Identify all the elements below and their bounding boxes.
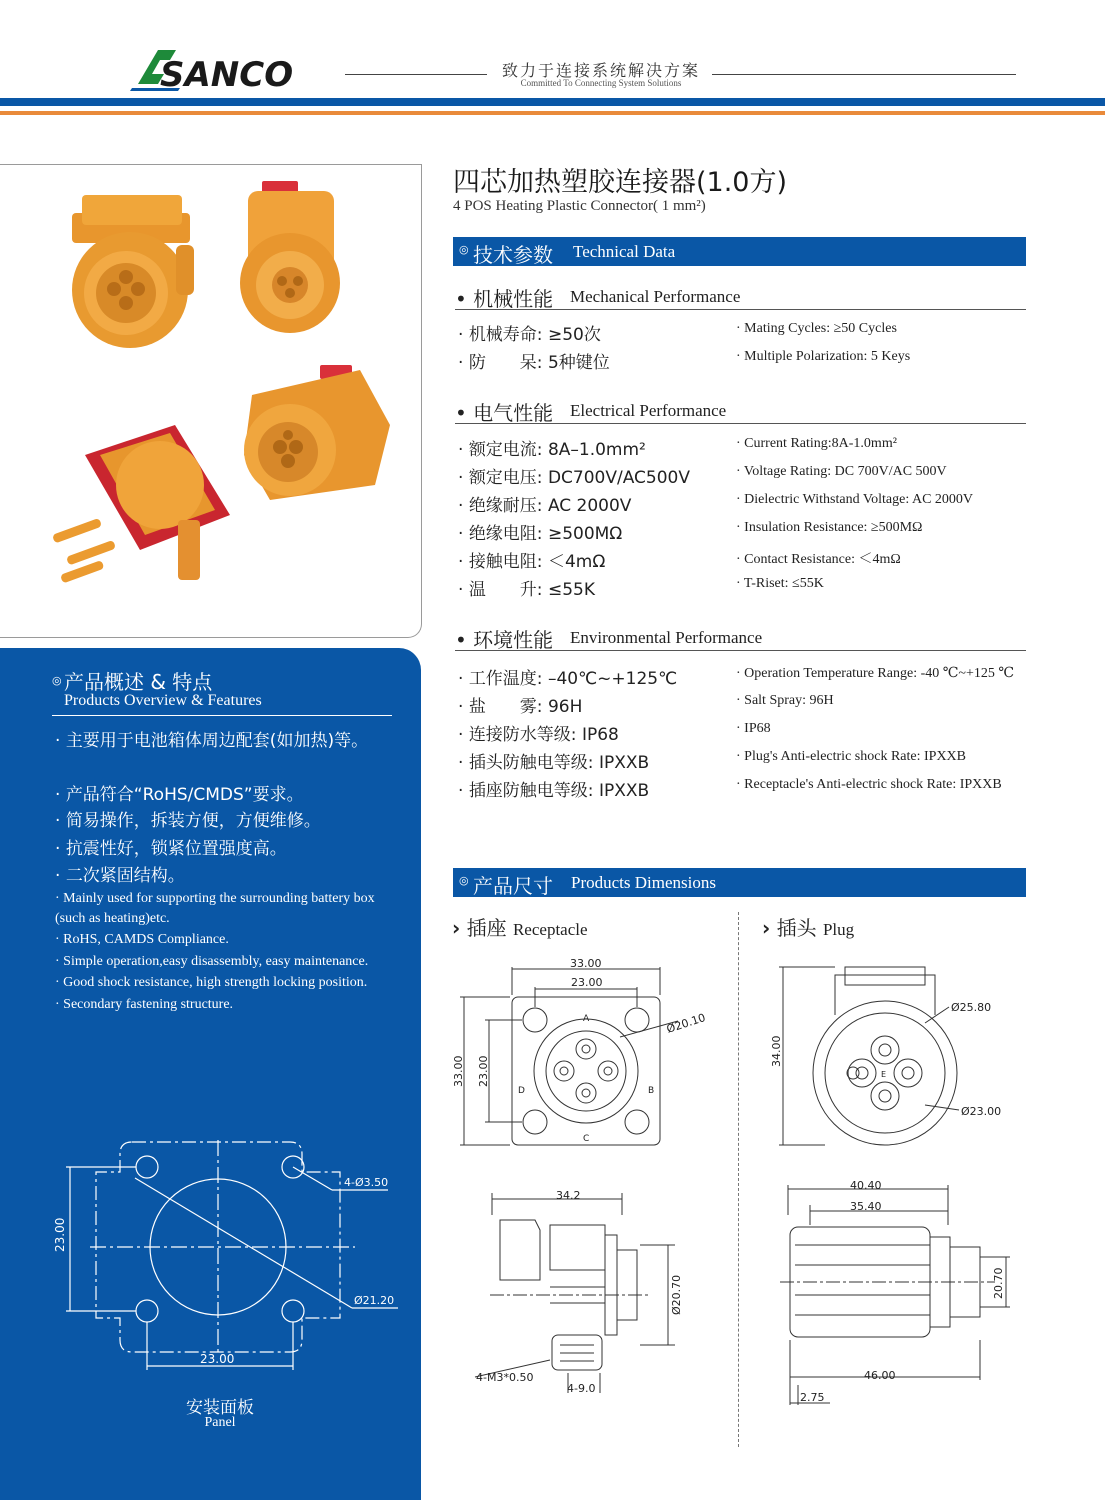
feature-zh-2: · 产品符合“RoHS/CMDS”要求。 bbox=[55, 785, 304, 805]
elec-row-en-4: · Insulation Resistance: ≥500MΩ bbox=[736, 520, 923, 535]
sanco-logo bbox=[130, 44, 305, 92]
env-row-zh-1: · 工作温度: –40℃~+125℃ bbox=[458, 669, 678, 689]
rec-front-h2: 23.00 bbox=[477, 1055, 490, 1087]
elec-row-zh-4: · 绝缘电阻: ≥500MΩ bbox=[458, 524, 623, 544]
technical-data-zh: 技术参数 bbox=[473, 243, 553, 267]
plug-side-w4: 2.75 bbox=[800, 1391, 825, 1404]
product-title-zh: 四芯加热塑胶连接器(1.0方) bbox=[453, 167, 788, 198]
plug-side-w2: 35.40 bbox=[850, 1200, 882, 1213]
elec-row-zh-2: · 额定电压: DC700V/AC500V bbox=[458, 468, 690, 488]
mech-row-en-2: · Multiple Polarization: 5 Keys bbox=[736, 349, 911, 364]
elec-row-en-3: · Dielectric Withstand Voltage: AC 2000V bbox=[736, 492, 974, 507]
plug-side-h: 20.70 bbox=[992, 1267, 1005, 1299]
plug-front-d2: Ø23.00 bbox=[961, 1105, 1002, 1118]
mech-row-zh-1: · 机械寿命: ≥50次 bbox=[458, 325, 601, 345]
overview-bullet-icon: ◎ bbox=[52, 674, 62, 687]
rec-front-h1: 33.00 bbox=[452, 1055, 465, 1087]
env-row-zh-3-text: 连接防水等级: IP68 bbox=[468, 725, 619, 745]
plug-center-key: E bbox=[881, 1070, 887, 1079]
mechanical-zh: • 机械性能 bbox=[455, 287, 554, 311]
mechanical-zh-text: 机械性能 bbox=[473, 287, 554, 311]
mech-row-en-1-text: Mating Cycles: ≥50 Cycles bbox=[744, 321, 897, 336]
slogan-en: Committed To Connecting System Solutions bbox=[520, 78, 682, 88]
slogan-line-left bbox=[345, 74, 487, 75]
plug-render-1 bbox=[240, 181, 340, 333]
product-photo bbox=[0, 164, 422, 638]
dim-bullet-icon: ◎ bbox=[459, 874, 469, 887]
env-row-en-4: · Plug's Anti-electric shock Rate: IPXXB bbox=[736, 749, 966, 764]
mech-row-en-1: · Mating Cycles: ≥50 Cycles bbox=[736, 321, 897, 336]
env-row-zh-5: · 插座防触电等级: IPXXB bbox=[458, 781, 650, 801]
receptacle-render-1 bbox=[72, 195, 194, 348]
mechanical-heading bbox=[455, 283, 1026, 310]
env-row-zh-5-text: 插座防触电等级: IPXXB bbox=[468, 781, 650, 801]
feature-en-2: · RoHS, CAMDS Compliance. bbox=[55, 932, 229, 947]
overview-title-zh: 产品概述 & 特点 bbox=[64, 670, 213, 694]
env-row-en-3: · IP68 bbox=[736, 721, 771, 736]
feature-zh-5: · 二次紧固结构。 bbox=[55, 866, 185, 886]
rec-front-w2: 23.00 bbox=[571, 976, 603, 989]
env-row-en-4-text: Plug's Anti-electric shock Rate: IPXXB bbox=[744, 749, 966, 764]
logo-graphic bbox=[130, 44, 305, 92]
env-row-en-5-text: Receptacle's Anti-electric shock Rate: IPXXB bbox=[744, 777, 1002, 792]
env-row-en-2: · Salt Spray: 96H bbox=[736, 693, 834, 708]
environmental-zh: • 环境性能 bbox=[455, 628, 554, 652]
mech-row-zh-1-text: 机械寿命: ≥50次 bbox=[468, 325, 601, 345]
chevron-right-icon: › bbox=[452, 916, 461, 940]
electrical-zh-text: 电气性能 bbox=[473, 401, 554, 425]
env-row-en-5: · Receptacle's Anti-electric shock Rate: IPXXB bbox=[736, 777, 1002, 792]
key-b: B bbox=[648, 1086, 655, 1096]
receptacle-heading bbox=[452, 912, 588, 941]
receptacle-zh: 插座 bbox=[466, 916, 507, 940]
logo-text: SANCO bbox=[160, 55, 294, 92]
header bbox=[0, 0, 1105, 118]
elec-row-zh-5-text: 接触电阻: ＜4mΩ bbox=[468, 552, 606, 572]
receptacle-side-svg bbox=[470, 1185, 700, 1400]
plug-side-svg bbox=[780, 1175, 1020, 1410]
env-row-zh-4-text: 插头防触电等级: IPXXB bbox=[468, 753, 650, 773]
feature-zh-3-text: 简易操作，拆装方便，方便维修。 bbox=[65, 811, 321, 831]
rec-side-dia: Ø20.70 bbox=[670, 1274, 683, 1315]
env-row-zh-2-text: 盐 雾: 96H bbox=[468, 697, 583, 717]
feature-en-3: · Simple operation,easy disassembly, easy maintenance. bbox=[55, 954, 369, 969]
feature-en-4: · Good shock resistance, high strength locking position. bbox=[55, 975, 368, 990]
header-blue-stripe bbox=[0, 98, 1105, 106]
header-orange-stripe bbox=[0, 111, 1105, 115]
mech-row-zh-2-text: 防 呆: 5种键位 bbox=[468, 353, 610, 373]
elec-row-en-2-text: Voltage Rating: DC 700V/AC 500V bbox=[743, 464, 947, 479]
feature-en-5-text: Secondary fastening structure. bbox=[63, 997, 234, 1012]
rec-side-depth: 4-9.0 bbox=[567, 1382, 596, 1395]
env-row-zh-2: · 盐 雾: 96H bbox=[458, 697, 583, 717]
plug-render-2 bbox=[244, 365, 390, 500]
elec-row-en-5-text: Contact Resistance: ＜4mΩ bbox=[744, 552, 901, 567]
env-row-en-2-text: Salt Spray: 96H bbox=[744, 693, 834, 708]
mech-row-en-2-text: Multiple Polarization: 5 Keys bbox=[744, 349, 911, 364]
feature-zh-1: · 主要用于电池箱体周边配套(如加热)等。 bbox=[55, 731, 369, 751]
dimensions-zh: 产品尺寸 bbox=[473, 874, 553, 898]
env-row-en-3-text: IP68 bbox=[744, 721, 771, 736]
electrical-heading bbox=[455, 397, 1026, 424]
env-row-zh-1-text: 工作温度: –40℃~+125℃ bbox=[468, 669, 678, 689]
feature-en-4-text: Good shock resistance, high strength locking position. bbox=[63, 975, 368, 990]
receptacle-front-drawing bbox=[450, 955, 710, 1155]
elec-row-en-4-text: Insulation Resistance: ≥500MΩ bbox=[744, 520, 923, 535]
panel-cutout-svg bbox=[40, 1130, 410, 1380]
key-c: C bbox=[583, 1134, 590, 1144]
feature-en-5: · Secondary fastening structure. bbox=[55, 997, 234, 1012]
elec-row-en-5: · Contact Resistance: ＜4mΩ bbox=[736, 552, 901, 567]
elec-row-en-1-text: Current Rating:8A-1.0mm² bbox=[744, 436, 897, 451]
mechanical-en: Mechanical Performance bbox=[570, 287, 741, 306]
panel-drawing bbox=[40, 1130, 410, 1380]
plug-en: Plug bbox=[822, 920, 855, 939]
elec-row-zh-4-text: 绝缘电阻: ≥500MΩ bbox=[468, 524, 623, 544]
elec-row-en-3-text: Dielectric Withstand Voltage: AC 2000V bbox=[744, 492, 974, 507]
elec-row-zh-3: · 绝缘耐压: AC 2000V bbox=[458, 496, 632, 516]
plug-side-w1: 40.40 bbox=[850, 1179, 882, 1192]
panel-label-zh: 安装面板 bbox=[186, 1398, 254, 1418]
env-row-zh-4: · 插头防触电等级: IPXXB bbox=[458, 753, 650, 773]
environmental-zh-text: 环境性能 bbox=[473, 628, 554, 652]
receptacle-side-drawing bbox=[470, 1185, 700, 1400]
feature-zh-2-text: 产品符合“RoHS/CMDS”要求。 bbox=[65, 785, 304, 805]
electrical-zh: • 电气性能 bbox=[455, 401, 554, 425]
plug-zh: 插头 bbox=[776, 916, 817, 940]
technical-data-en: Technical Data bbox=[573, 242, 676, 261]
panel-dim-holes: 4-Ø3.50 bbox=[344, 1176, 389, 1189]
connector-illustration bbox=[0, 165, 421, 637]
overview-underline bbox=[52, 715, 392, 716]
mech-row-zh-2: · 防 呆: 5种键位 bbox=[458, 353, 610, 373]
env-row-zh-3: · 连接防水等级: IP68 bbox=[458, 725, 619, 745]
env-row-en-1-text: Operation Temperature Range: -40 ℃~+125 ℃ bbox=[744, 666, 1015, 681]
feature-zh-3: · 简易操作，拆装方便，方便维修。 bbox=[55, 811, 321, 831]
key-a: A bbox=[583, 1014, 590, 1024]
electrical-en: Electrical Performance bbox=[570, 401, 727, 420]
dimensions-en: Products Dimensions bbox=[571, 873, 716, 892]
feature-zh-4-text: 抗震性好，锁紧位置强度高。 bbox=[65, 839, 287, 859]
panel-dim-height: 23.00 bbox=[53, 1217, 67, 1252]
plug-side-drawing bbox=[780, 1175, 1020, 1410]
elec-row-en-1: · Current Rating:8A-1.0mm² bbox=[736, 436, 897, 451]
panel-label-en: Panel bbox=[204, 1415, 236, 1430]
plug-front-h: 34.00 bbox=[770, 1035, 783, 1067]
feature-en-1: · Mainly used for supporting the surrounding battery box (such as heating)etc. bbox=[55, 891, 375, 926]
elec-row-en-6-text: T-Riset: ≤55K bbox=[743, 576, 824, 591]
plug-front-d1: Ø25.80 bbox=[951, 1001, 992, 1014]
environmental-heading bbox=[455, 624, 1026, 651]
rec-front-dia: Ø20.10 bbox=[664, 1011, 708, 1036]
rec-front-w1: 33.00 bbox=[570, 957, 602, 970]
plug-heading bbox=[762, 912, 854, 941]
elec-row-zh-5: · 接触电阻: ＜4mΩ bbox=[458, 552, 606, 572]
feature-zh-5-text: 二次紧固结构。 bbox=[65, 866, 185, 886]
bullet-icon: ◎ bbox=[459, 243, 469, 256]
feature-en-2-text: RoHS, CAMDS Compliance. bbox=[63, 932, 229, 947]
elec-row-zh-6-text: 温 升: ≤55K bbox=[468, 580, 595, 600]
dimensions-bar bbox=[453, 868, 1026, 897]
elec-row-en-6: · T-Riset: ≤55K bbox=[736, 576, 824, 591]
receptacle-en: Receptacle bbox=[512, 920, 588, 939]
technical-data-bar bbox=[453, 237, 1026, 266]
feature-en-3-text: Simple operation,easy disassembly, easy maintenance. bbox=[63, 954, 369, 969]
receptacle-render-2 bbox=[52, 425, 230, 583]
feature-zh-4: · 抗震性好，锁紧位置强度高。 bbox=[55, 839, 287, 859]
panel-dim-dia: Ø21.20 bbox=[354, 1294, 395, 1307]
rec-side-w: 34.2 bbox=[556, 1189, 581, 1202]
elec-row-en-2: · Voltage Rating: DC 700V/AC 500V bbox=[736, 464, 947, 479]
plug-front-drawing bbox=[765, 955, 1015, 1155]
env-row-en-1: · Operation Temperature Range: -40 ℃~+125 ℃ bbox=[736, 666, 1015, 681]
slogan-line-right bbox=[712, 74, 1016, 75]
elec-row-zh-1: · 额定电流: 8A–1.0mm² bbox=[458, 440, 646, 460]
feature-en-1-text: Mainly used for supporting the surrounding battery box (such as heating)etc. bbox=[55, 891, 375, 926]
key-d: D bbox=[518, 1086, 525, 1096]
elec-row-zh-2-text: 额定电压: DC700V/AC500V bbox=[468, 468, 690, 488]
chevron-right-icon: › bbox=[762, 916, 771, 940]
overview-title-en: Products Overview & Features bbox=[64, 692, 262, 709]
elec-row-zh-3-text: 绝缘耐压: AC 2000V bbox=[468, 496, 632, 516]
environmental-en: Environmental Performance bbox=[570, 628, 763, 647]
panel-dim-width: 23.00 bbox=[200, 1352, 235, 1366]
rec-side-screw: 4-M3*0.50 bbox=[476, 1371, 534, 1384]
receptacle-front-svg bbox=[450, 955, 710, 1155]
elec-row-zh-1-text: 额定电流: 8A–1.0mm² bbox=[468, 440, 646, 460]
slogan-zh: 致力于连接系统解决方案 bbox=[501, 61, 700, 80]
elec-row-zh-6: · 温 升: ≤55K bbox=[458, 580, 595, 600]
product-title-en: 4 POS Heating Plastic Connector( 1 mm²) bbox=[453, 198, 706, 214]
dimensions-divider bbox=[738, 912, 739, 1447]
plug-front-svg bbox=[765, 955, 1015, 1155]
plug-side-w3: 46.00 bbox=[864, 1369, 896, 1382]
feature-zh-1-text: 主要用于电池箱体周边配套(如加热)等。 bbox=[65, 731, 369, 751]
